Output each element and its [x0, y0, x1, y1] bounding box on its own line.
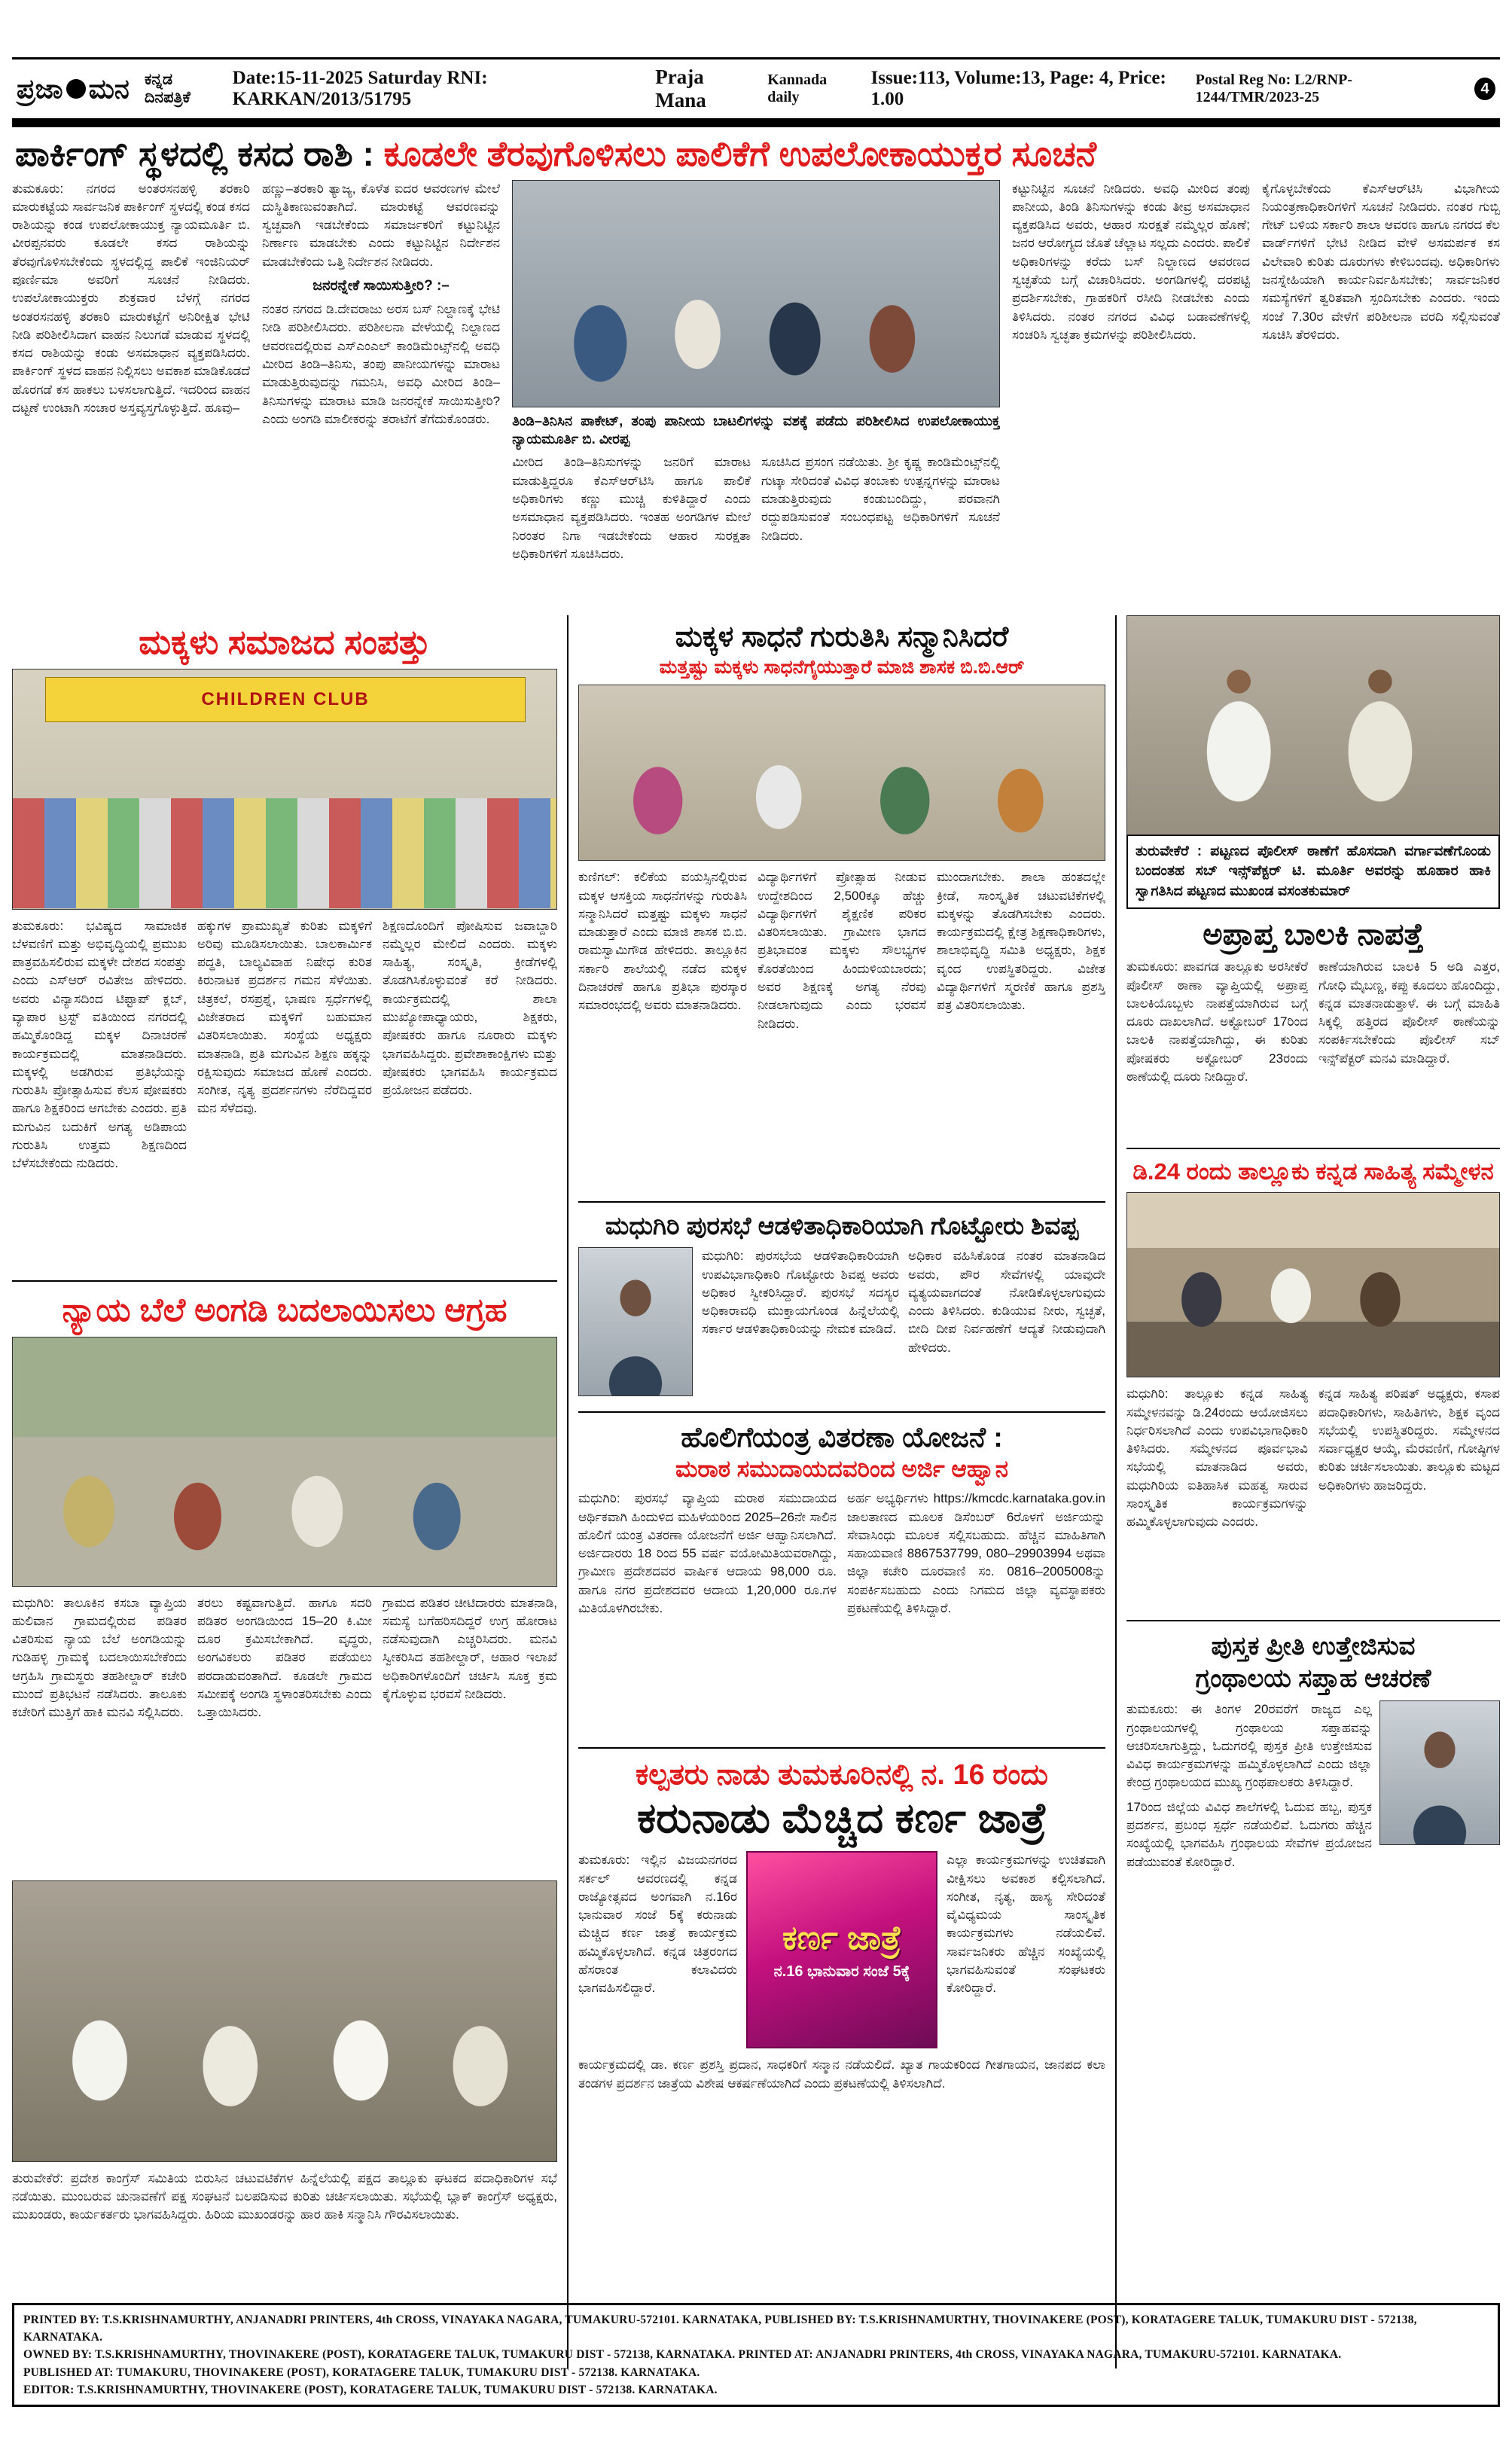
lead-headline [12, 133, 1500, 180]
madhugiri-headline: ಮಧುಗಿರಿ ಪುರಸಭೆ ಆಡಳಿತಾಧಿಕಾರಿಯಾಗಿ ಗೊಟ್ಟೋರು ಶಿವಪ್ಪ [605, 1212, 1079, 1240]
story-column: ಕಟ್ಟುನಿಟ್ಟಿನ ಸೂಚನೆ ನೀಡಿದರು. ಅವಧಿ ಮೀರಿದ ತಂಪು ಪಾನೀಯ, ತಿಂಡಿ ತಿನಿಸುಗಳನ್ನು ಕಂಡು ತೀವ್ರ ಅಸಮಾಧಾನ ವ್ಯಕ್ತಪಡಿಸಿದ ಅವರು, ಆಹಾರ ಸುರಕ್ಷತೆ ನಮ್ಮೆಲ್ಲರ ಹೊಣೆ; ಜನರ ಆರೋಗ್ಯದ ಜೊತೆ ಚೆಲ್ಲಾಟ ಸಲ್ಲದು ಎಂದರು. ಪಾಲಿಕೆ ಅಧಿಕಾರಿಗಳನ್ನು ಕರೆದು ಬಸ್ ನಿಲ್ದಾಣದ ಆವರಣದ ಸ್ವಚ್ಛತೆಯ ಬಗ್ಗೆ ವಿಚಾರಿಸಿದರು. ಅಂಗಡಿಗಳಲ್ಲಿ ದರಪಟ್ಟಿ ಪ್ರದರ್ಶಿಸಬೇಕು, ಗ್ರಾಹಕರಿಗೆ ರಸೀದಿ ನೀಡಬೇಕು ಎಂದು ತಿಳಿಸಿದರು. ನಂತರ ನಗರದ ವಿವಿಧ ಬಡಾವಣೆಗಳಲ್ಲಿ ಸಂಚರಿಸಿ ಸ್ವಚ್ಛತಾ ಕ್ರಮಗಳನ್ನು ಪರಿಶೀಲಿಸಿದರು. [1011, 181, 1250, 342]
masthead-subtitle: ಕನ್ನಡ ದಿನಪತ್ರಿಕೆ [144, 71, 191, 106]
sammelana-headline: ಡಿ.24 ರಂದು ತಾಲ್ಲೂಕು ಕನ್ನಡ ಸಾಹಿತ್ಯ ಸಮ್ಮೇಳನ [1132, 1158, 1494, 1185]
karna-headline: ಕರುನಾಡು ಮೆಚ್ಚಿದ ಕರ್ಣ ಜಾತ್ರೆ [636, 1794, 1047, 1842]
story-column: ತುಮಕೂರು: ನಗರದ ಅಂತರಸನಹಳ್ಳಿ ತರಕಾರಿ ಮಾರುಕಟ್ಟೆಯ ಸಾರ್ವಜನಿಕ ಪಾರ್ಕಿಂಗ್ ಸ್ಥಳದಲ್ಲಿ ಕಂಡ ಕಸದ ರಾಶಿಯನ್ನು ಕಂಡ ಉಪಲೋಕಾಯುಕ್ತ ನ್ಯಾಯಮೂರ್ತಿ ಬಿ. ವೀರಪ್ಪನವರು ಕೂಡಲೇ ಕಸದ ರಾಶಿಯನ್ನು ತೆರವುಗೊಳಿಸಬೇಕೆಂದು ಸ್ಥಳದಲ್ಲಿದ್ದ ಪಾಲಿಕೆ ಇಂಜಿನಿಯರ್ ಪೂರ್ಣಿಮಾ ಅವರಿಗೆ ಸೂಚನೆ ನೀಡಿದರು. ಉಪಲೋಕಾಯುಕ್ತರು ಶುಕ್ರವಾರ ಬೆಳಗ್ಗೆ ನಗರದ ಅಂತರಸನಹಳ್ಳಿ ತರಕಾರಿ ಮಾರುಕಟ್ಟೆಗೆ ಅನಿರೀಕ್ಷಿತ ಭೇಟಿ ನೀಡಿ ಪರಿಶೀಲಿಸಿದಾಗ ವಾಹನ ನಿಲುಗಡೆ ಮಾಡುವ ಸ್ಥಳದಲ್ಲಿ ಕಸದ ರಾಶಿಯನ್ನು ಕಂಡು ಅಸಮಾಧಾನ ವ್ಯಕ್ತಪಡಿಸಿದರು. ಪಾರ್ಕಿಂಗ್ ಸ್ಥಳದ ವಾಹನ ನಿಲ್ಲಿಸಲು ಅವಕಾಶ ಮಾಡಿಕೊಡದೆ ಹೊರಗಡೆ ಕಸ ಹಾಕಲು ಬಳಸಲಾಗುತ್ತಿದೆ. ಇದರಿಂದ ವಾಹನ ದಟ್ಟಣೆ ಉಂಟಾಗಿ ಸಂಚಾರ ಅಸ್ತವ್ಯಸ್ತಗೊಳ್ಳುತ್ತಿದೆ. ಹೂವು– [12, 181, 251, 416]
imprint-line: EDITOR: T.S.KRISHNAMURTHY, THOVINAKERE (POST), KORATAGERE TALUK, TUMAKURU DIST - 572138. KARNATAKA. [23, 2383, 718, 2396]
sanmana-subhead: ಮತ್ತಷ್ಟು ಮಕ್ಕಳು ಸಾಧನೆಗೈಯುತ್ತಾರೆ ಮಾಜಿ ಶಾಸಕ ಬಿ.ಬಿ.ಆರ್ [659, 657, 1025, 679]
sanmana-group-photo [578, 685, 1105, 861]
page-number-badge: 4 [1474, 78, 1495, 100]
story-column: ಗ್ರಾಮದ ಪಡಿತರ ಚೀಟಿದಾರರು ಮಾತನಾಡಿ, ಸಮಸ್ಯೆ ಬಗೆಹರಿಸದಿದ್ದರೆ ಉಗ್ರ ಹೋರಾಟ ನಡೆಸುವುದಾಗಿ ಎಚ್ಚರಿಸಿದರು. ಮನವಿ ಸ್ವೀಕರಿಸಿದ ತಹಶೀಲ್ದಾರ್, ಆಹಾರ ಇಲಾಖೆ ಅಧಿಕಾರಿಗಳೊಂದಿಗೆ ಚರ್ಚಿಸಿ ಸೂಕ್ತ ಕ್ರಮ ಕೈಗೊಳ್ಳುವ ಭರವಸೆ ನೀಡಿದರು. [383, 1595, 557, 1701]
story-column: ಅಧಿಕಾರ ವಹಿಸಿಕೊಂಡ ನಂತರ ಮಾತನಾಡಿದ ಅವರು, ಪೌರ ಸೇವೆಗಳಲ್ಲಿ ಯಾವುದೇ ವ್ಯತ್ಯಯವಾಗದಂತೆ ನೋಡಿಕೊಳ್ಳಲಾಗುವುದು ಎಂದು ತಿಳಿಸಿದರು. ಕುಡಿಯುವ ನೀರು, ಸ್ವಚ್ಛತೆ, ಬೀದಿ ದೀಪ ನಿರ್ವಹಣೆಗೆ ಆದ್ಯತೆ ನೀಡುವುದಾಗಿ ಹೇಳಿದರು. [908, 1249, 1105, 1355]
apraapta-headline: ಅಪ್ರಾಪ್ತ ಬಾಲಕಿ ನಾಪತ್ತೆ [1203, 918, 1424, 952]
story-column: ಮಧುಗಿರಿ: ತಾಲೂಕಿನ ಕಸಬಾ ವ್ಯಾಪ್ತಿಯ ಹುಲಿವಾನ ಗ್ರಾಮದಲ್ಲಿರುವ ಪಡಿತರ ವಿತರಿಸುವ ನ್ಯಾಯ ಬೆಲೆ ಅಂಗಡಿಯನ್ನು ಗುಡಿಹಳ್ಳಿ ಗ್ರಾಮಕ್ಕೆ ಬದಲಾಯಿಸಬೇಕೆಂದು ಆಗ್ರಹಿಸಿ ಗ್ರಾಮಸ್ಥರು ತಹಶೀಲ್ದಾರ್ ಕಚೇರಿ ಮುಂದೆ ಪ್ರತಿಭಟನೆ ನಡೆಸಿದರು. ತಾಲೂಕು ಕಚೇರಿಗೆ ಮುತ್ತಿಗೆ ಹಾಕಿ ಮನವಿ ಸಲ್ಲಿಸಿದರು. [12, 1595, 187, 1720]
newspaper-logo [17, 73, 130, 105]
imprint-line: OWNED BY: T.S.KRISHNAMURTHY, THOVINAKERE (POST), KORATAGERE TALUK, TUMAKURU DIST - 572138, KARNATAKA. PRINTED AT: ANJANADRI PRINTERS, 4th CROSS, VINAYAKA NAGARA, TUMAKURU-572101. KARNATAKA. [23, 2348, 1342, 2362]
masthead-postal-reg: Postal Reg No: L2/RNP-1244/TMR/2023-25 [1195, 72, 1352, 105]
masthead [12, 57, 1500, 115]
section-divider [578, 1747, 1105, 1749]
story-column: ಮುಂದಾಗಬೇಕು. ಶಾಲಾ ಹಂತದಲ್ಲೇ ಕ್ರೀಡೆ, ಸಾಂಸ್ಕೃತಿಕ ಚಟುವಟಿಕೆಗಳಲ್ಲಿ ಮಕ್ಕಳನ್ನು ತೊಡಗಿಸಬೇಕು ಎಂದರು. ಕಾರ್ಯಕ್ರಮದಲ್ಲಿ ಕ್ಷೇತ್ರ ಶಿಕ್ಷಣಾಧಿಕಾರಿಗಳು, ಶಾಲಾಭಿವೃದ್ಧಿ ಸಮಿತಿ ಅಧ್ಯಕ್ಷರು, ಶಿಕ್ಷಕ ವೃಂದ ಉಪಸ್ಥಿತರಿದ್ದರು. ವಿಜೇತ ವಿದ್ಯಾರ್ಥಿಗಳಿಗೆ ಸ್ಮರಣಿಕೆ ಹಾಗೂ ಪ್ರಶಸ್ತಿ ಪತ್ರ ವಿತರಿಸಲಾಯಿತು. [937, 870, 1105, 1013]
story-column: ತರಲು ಕಷ್ಟವಾಗುತ್ತಿದೆ. ಹಾಗೂ ಸದರಿ ಪಡಿತರ ಅಂಗಡಿಯಿಂದ 15–20 ಕಿ.ಮೀ ದೂರ ಕ್ರಮಿಸಬೇಕಾಗಿದೆ. ವೃದ್ಧರು, ಅಂಗವಿಕಲರು ಪಡಿತರ ಪಡೆಯಲು ಪರದಾಡುವಂತಾಗಿದೆ. ಕೂಡಲೇ ಗ್ರಾಮದ ಸಮೀಪಕ್ಕೆ ಅಂಗಡಿ ಸ್ಥಳಾಂತರಿಸಬೇಕು ಎಂದು ಒತ್ತಾಯಿಸಿದರು. [197, 1595, 372, 1720]
lead-headline-black: ಪಾರ್ಕಿಂಗ್ ಸ್ಥಳದಲ್ಲಿ ಕಸದ ರಾಶಿ : [15, 134, 384, 173]
section-divider [578, 1411, 1105, 1413]
pustaka-headline-line1: ಪುಸ್ತಕ ಪ್ರೀತಿ ಉತ್ತೇಜಿಸುವ [1211, 1632, 1416, 1661]
imprint-line: PRINTED BY: T.S.KRISHNAMURTHY, ANJANADRI PRINTERS, 4th CROSS, VINAYAKA NAGARA, TUMAKURU-572101. KARNATAKA, PUBLISHED BY: T.S.KRISHNAMURTHY, THOVINAKERE (POST), KORATAGERE TALUK, TUMAKURU DIST - 572138, KARNATAKA. [23, 2313, 1417, 2344]
children-club-banner: CHILDREN CLUB [45, 677, 525, 722]
congress-text: ತುರುವೇಕೆರೆ: ಪ್ರದೇಶ ಕಾಂಗ್ರೆಸ್ ಸಮಿತಿಯ ಬಿರುಸಿನ ಚಟುವಟಿಕೆಗಳ ಹಿನ್ನೆಲೆಯಲ್ಲಿ ಪಕ್ಷದ ತಾಲ್ಲೂಕು ಘಟಕದ ಪದಾಧಿಕಾರಿಗಳ ಸಭೆ ನಡೆಯಿತು. ಮುಂಬರುವ ಚುನಾವಣೆಗೆ ಪಕ್ಷ ಸಂಘಟನೆ ಬಲಪಡಿಸುವ ಕುರಿತು ಚರ್ಚಿಸಲಾಯಿತು. ಸಭೆಯಲ್ಲಿ ಬ್ಲಾಕ್ ಕಾಂಗ್ರೆಸ್ ಅಧ್ಯಕ್ಷರು, ಮುಖಂಡರು, ಕಾರ್ಯಕರ್ತರು ಭಾಗವಹಿಸಿದ್ದರು. ಹಿರಿಯ ಮುಖಂಡರನ್ನು ಹಾರ ಹಾಕಿ ಸನ್ಮಾನಿಸಿ ಗೌರವಿಸಲಾಯಿತು. [12, 2170, 557, 2222]
story-column [262, 180, 500, 612]
children-group-photo [12, 669, 557, 910]
story-subhead: ಜನರನ್ನೇಕೆ ಸಾಯಿಸುತ್ತೀರಿ? :– [312, 278, 450, 294]
holige-headline-black: ಹೊಲಿಗೆಯಂತ್ರ ವಿತರಣಾ ಯೋಜನೆ : [681, 1422, 1003, 1453]
story-column: ಕನ್ನಡ ಸಾಹಿತ್ಯ ಪರಿಷತ್ ಅಧ್ಯಕ್ಷರು, ಕಸಾಪ ಪದಾಧಿಕಾರಿಗಳು, ಸಾಹಿತಿಗಳು, ಶಿಕ್ಷಕ ವೃಂದ ಸಭೆಯಲ್ಲಿ ಉಪಸ್ಥಿತರಿದ್ದರು. ಸಮ್ಮೇಳನದ ಸರ್ವಾಧ್ಯಕ್ಷರ ಆಯ್ಕೆ, ಮೆರವಣಿಗೆ, ಗೋಷ್ಠಿಗಳ ಕುರಿತು ಚರ್ಚಿಸಲಾಯಿತು. ತಾಲ್ಲೂಕು ಮಟ್ಟದ ಅಧಿಕಾರಿಗಳು ಹಾಜರಿದ್ದರು. [1318, 1386, 1500, 1493]
story-column: 17ರಿಂದ ಜಿಲ್ಲೆಯ ವಿವಿಧ ಶಾಲೆಗಳಲ್ಲಿ ಓದುವ ಹಬ್ಬ, ಪುಸ್ತಕ ಪ್ರದರ್ಶನ, ಪ್ರಬಂಧ ಸ್ಪರ್ಧೆ ನಡೆಯಲಿವೆ. ಓದುಗರು ಹೆಚ್ಚಿನ ಸಂಖ್ಯೆಯಲ್ಲಿ ಭಾಗವಹಿಸಿ ಗ್ರಂಥಾಲಯ ಸೇವೆಗಳ ಪ್ರಯೋಜನ ಪಡೆಯುವಂತೆ ಕೋರಿದ್ದಾರೆ. [1126, 1799, 1372, 1869]
masthead-issue-line: Issue:113, Volume:13, Page: 4, Price: 1.00 [870, 68, 1166, 109]
police-welcome-photo [1126, 615, 1500, 835]
pustaka-headline-line2: ಗ್ರಂಥಾಲಯ ಸಪ್ತಾಹ ಆಚರಣೆ [1195, 1664, 1431, 1693]
karna-kicker: ಕಲ್ಪತರು ನಾಡು ತುಮಕೂರಿನಲ್ಲಿ ನ. 16 ರಂದು [636, 1759, 1048, 1792]
story-column: ಎಲ್ಲಾ ಕಾರ್ಯಕ್ರಮಗಳನ್ನು ಉಚಿತವಾಗಿ ವೀಕ್ಷಿಸಲು ಅವಕಾಶ ಕಲ್ಪಿಸಲಾಗಿದೆ. ಸಂಗೀತ, ನೃತ್ಯ, ಹಾಸ್ಯ ಸೇರಿದಂತೆ ವೈವಿಧ್ಯಮಯ ಸಾಂಸ್ಕೃತಿಕ ಕಾರ್ಯಕ್ರಮಗಳು ನಡೆಯಲಿವೆ. ಸಾರ್ವಜನಿಕರು ಹೆಚ್ಚಿನ ಸಂಖ್ಯೆಯಲ್ಲಿ ಭಾಗವಹಿಸುವಂತೆ ಸಂಘಟಕರು ಕೋರಿದ್ದಾರೆ. [947, 1853, 1105, 1996]
pustaka-story [1126, 1700, 1500, 2024]
nyaya-protest-photo [12, 1337, 557, 1587]
librarian-portrait [1379, 1700, 1500, 1845]
middle-rail [569, 615, 1117, 2368]
story-column: ಮಧುಗಿರಿ: ತಾಲ್ಲೂಕು ಕನ್ನಡ ಸಾಹಿತ್ಯ ಸಮ್ಮೇಳನವನ್ನು ಡಿ.24ರಂದು ಆಯೋಜಿಸಲು ನಿರ್ಧರಿಸಲಾಗಿದೆ ಎಂದು ಉಪವಿಭಾಗಾಧಿಕಾರಿ ತಿಳಿಸಿದರು. ಸಮ್ಮೇಳನದ ಪೂರ್ವಭಾವಿ ಸಭೆಯಲ್ಲಿ ಮಾತನಾಡಿದ ಅವರು, ಮಧುಗಿರಿಯ ಐತಿಹಾಸಿಕ ಮಹತ್ವ ಸಾರುವ ಸಾಂಸ್ಕೃತಿಕ ಕಾರ್ಯಕ್ರಮಗಳನ್ನು ಹಮ್ಮಿಕೊಳ್ಳಲಾಗುವುದು ಎಂದರು. [1126, 1386, 1308, 1530]
story-column: ತುಮಕೂರು: ಭವಿಷ್ಯದ ಸಾಮಾಜಿಕ ಬೆಳವಣಿಗೆ ಮತ್ತು ಅಭಿವೃದ್ಧಿಯಲ್ಲಿ ಪ್ರಮುಖ ಪಾತ್ರವಹಿಸಲಿರುವ ಮಕ್ಕಳೇ ದೇಶದ ಸಂಪತ್ತು ಎಂದು ಎಸ್‌ಆರ್ ರವಿತೇಜ ಹೇಳಿದರು. ಅವರು ವಿನ್ಯಾಸದಿಂದ ಟಿಪ್ಟಾಪ್ ಕ್ಲಬ್, ವ್ಯಾಪಾರ ಟ್ರಸ್ಟ್ ವತಿಯಿಂದ ನಗರದಲ್ಲಿ ಹಮ್ಮಿಕೊಂಡಿದ್ದ ಮಕ್ಕಳ ದಿನಾಚರಣೆ ಕಾರ್ಯಕ್ರಮದಲ್ಲಿ ಮಾತನಾಡಿದರು. ಮಕ್ಕಳಲ್ಲಿ ಅಡಗಿರುವ ಪ್ರತಿಭೆಯನ್ನು ಗುರುತಿಸಿ ಪ್ರೋತ್ಸಾಹಿಸುವ ಕೆಲಸ ಪೋಷಕರು ಹಾಗೂ ಶಿಕ್ಷಕರಿಂದ ಆಗಬೇಕು ಎಂದರು. ಪ್ರತಿ ಮಗುವಿನ ಬದುಕಿಗೆ ಅಗತ್ಯ ಅಡಿಪಾಯ ಗುರುತಿಸಿ ಉತ್ತಮ ಶಿಕ್ಷಣದಿಂದ ಬೆಳೆಸಬೇಕೆಂದು ನುಡಿದರು. [12, 918, 187, 1171]
story-column: ತುಮಕೂರು: ಪಾವಗಡ ತಾಲ್ಲೂಕು ಅರಸೀಕೆರೆ ಪೊಲೀಸ್ ಠಾಣಾ ವ್ಯಾಪ್ತಿಯಲ್ಲಿ ಅಪ್ರಾಪ್ತ ಬಾಲಕಿಯೊಬ್ಬಳು ನಾಪತ್ತೆಯಾಗಿರುವ ಬಗ್ಗೆ ದೂರು ದಾಖಲಾಗಿದೆ. ಅಕ್ಟೋಬರ್ 17ರಿಂದ ಬಾಲಕಿ ನಾಪತ್ತೆಯಾಗಿದ್ದು, ಈ ಕುರಿತು ಪೋಷಕರು ಅಕ್ಟೋಬರ್ 23ರಂದು ಠಾಣೆಯಲ್ಲಿ ದೂರು ನೀಡಿದ್ದಾರೆ. [1126, 959, 1308, 1084]
logo-text-left: ಪ್ರಜಾ [17, 72, 63, 104]
story-column: ಹಕ್ಕುಗಳ ಪ್ರಾಮುಖ್ಯತೆ ಕುರಿತು ಮಕ್ಕಳಿಗೆ ಅರಿವು ಮೂಡಿಸಲಾಯಿತು. ಬಾಲಕಾರ್ಮಿಕ ಪದ್ಧತಿ, ಬಾಲ್ಯವಿವಾಹ ನಿಷೇಧ ಕುರಿತ ಕಿರುನಾಟಕ ಪ್ರದರ್ಶನ ಗಮನ ಸೆಳೆಯಿತು. ಚಿತ್ರಕಲೆ, ರಸಪ್ರಶ್ನೆ, ಭಾಷಣ ಸ್ಪರ್ಧೆಗಳಲ್ಲಿ ವಿಜೇತರಾದ ಮಕ್ಕಳಿಗೆ ಬಹುಮಾನ ವಿತರಿಸಲಾಯಿತು. ಸಂಸ್ಥೆಯ ಅಧ್ಯಕ್ಷರು ಮಾತನಾಡಿ, ಪ್ರತಿ ಮಗುವಿನ ಶಿಕ್ಷಣ ಹಕ್ಕನ್ನು ರಕ್ಷಿಸುವುದು ಸಮಾಜದ ಹೊಣೆ ಎಂದರು. ಸಂಗೀತ, ನೃತ್ಯ ಪ್ರದರ್ಶನಗಳು ನೆರೆದಿದ್ದವರ ಮನ ಸೆಳೆದವು. [197, 918, 372, 1116]
section-divider [578, 1201, 1105, 1203]
story-text: ಹಣ್ಣು–ತರಕಾರಿ ತ್ಯಾಜ್ಯ, ಕೊಳೆತ ಐದರ ಆವರಣಗಳ ಮೇಲೆ ದುಸ್ಥಿತಿಕಾಣುವಂತಾಗಿದೆ. ಮಾರುಕಟ್ಟೆ ಆವರಣವನ್ನು ಸ್ವಚ್ಛವಾಗಿ ಇಡಬೇಕೆಂದು ಸಮಾರ್ಜಕರಿಗೆ ಕಟ್ಟುನಿಟ್ಟಿನ ನಿರ್ಣಾಣ ಮಾಡಬೇಕು ಎಂದು ಕಟ್ಟುನಿಟ್ಟಿನ ನಿರ್ದೇಶನ ಮಾಡಬೇಕೆಂದು ಒತ್ತಿ ನಿರ್ದೇಶನ ನೀಡಿದರು. [262, 181, 501, 269]
karna-jatre-poster [746, 1851, 937, 2048]
children-headline: ಮಕ್ಕಳು ಸಮಾಜದ ಸಂಪತ್ತು [139, 622, 431, 661]
masthead-english-name: Praja Mana [655, 66, 706, 111]
story-text: ನಂತರ ನಗರದ ಡಿ.ದೇವರಾಜು ಅರಸ ಬಸ್ ನಿಲ್ದಾಣಕ್ಕೆ ಭೇಟಿ ನೀಡಿ ಪರಿಶೀಲಿಸಿದರು. ಪರಿಶೀಲನಾ ವೇಳೆಯಲ್ಲಿ ನಿಲ್ದಾಣದ ಆವರಣದಲ್ಲಿರುವ ಎಸ್‌ಎಂಎಲ್ ಕಾಂಡಿಮೆಂಟ್ಸ್‌ನಲ್ಲಿ ಅವಧಿ ಮೀರಿದ ತಿಂಡಿ–ತಿನಿಸು, ತಂಪು ಪಾನೀಯಗಳನ್ನು ಮಾರಾಟ ಮಾಡುತ್ತಿರುವುದನ್ನು ಗಮನಿಸಿ, ಅವಧಿ ಮೀರಿದ ತಿಂಡಿ–ತಿನಿಸುಗಳನ್ನು ಮಾರಾಟ ಮಾಡಿ ಜನರನ್ನೇಕೆ ಸಾಯಿಸುತ್ತೀರಿ? ಎಂದು ಅಂಗಡಿ ಮಾಲೀಕರನ್ನು ತರಾಟೆಗೆ ತೆಗೆದುಕೊಂಡರು. [262, 302, 501, 426]
story-column: ಸೂಚಿಸಿದ ಪ್ರಸಂಗ ನಡೆಯಿತು. ಶ್ರೀ ಕೃಷ್ಣ ಕಾಂಡಿಮೆಂಟ್ಸ್‌ನಲ್ಲಿ ಗುಟ್ಕಾ ಸೇರಿದಂತೆ ವಿವಿಧ ತಂಬಾಕು ಉತ್ಪನ್ನಗಳನ್ನು ಮಾರಾಟ ಮಾಡುತ್ತಿರುವುದು ಕಂಡುಬಂದಿದ್ದು, ಪರವಾನಗಿ ರದ್ದುಪಡಿಸುವಂತೆ ಸಂಬಂಧಪಟ್ಟ ಅಧಿಕಾರಿಗಳಿಗೆ ಸೂಚನೆ ನೀಡಿದರು. [761, 455, 1000, 543]
pustaka-headline [1126, 1630, 1500, 1694]
poster-title: ಕರ್ಣ ಜಾತ್ರೆ [782, 1919, 902, 1957]
lead-photo [512, 180, 1000, 407]
lead-story [12, 180, 1500, 612]
logo-text-right: ಮನ [88, 72, 130, 104]
section-divider [1126, 1148, 1500, 1149]
imprint-line: PUBLISHED AT: TUMAKURU, THOVINAKERE (POST), KORATAGERE TALUK, TUMAKURU DIST - 572138. KARNATAKA. [23, 2365, 700, 2379]
story-column: ಮಧುಗಿರಿ: ಪುರಸಭೆಯ ಆಡಳಿತಾಧಿಕಾರಿಯಾಗಿ ಉಪವಿಭಾಗಾಧಿಕಾರಿ ಗೊಟ್ಟೋರು ಶಿವಪ್ಪ ಅವರು ಅಧಿಕಾರ ಸ್ವೀಕರಿಸಿದ್ದಾರೆ. ಪುರಸಭೆ ಸದಸ್ಯರ ಅಧಿಕಾರಾವಧಿ ಮುಕ್ತಾಯಗೊಂಡ ಹಿನ್ನೆಲೆಯಲ್ಲಿ ಸರ್ಕಾರ ಆಡಳಿತಾಧಿಕಾರಿಯನ್ನು ನೇಮಕ ಮಾಡಿದೆ. [702, 1249, 899, 1337]
story-column: ತುಮಕೂರು: ಇಲ್ಲಿನ ವಿಜಯನಗರದ ಸರ್ಕಲ್ ಆವರಣದಲ್ಲಿ ಕನ್ನಡ ರಾಜ್ಯೋತ್ಸವದ ಅಂಗವಾಗಿ ನ.16ರ ಭಾನುವಾರ ಸಂಜೆ 5ಕ್ಕೆ ಕರುನಾಡು ಮೆಚ್ಚಿದ ಕರ್ಣ ಜಾತ್ರೆ ಕಾರ್ಯಕ್ರಮ ಹಮ್ಮಿಕೊಳ್ಳಲಾಗಿದೆ. ಕನ್ನಡ ಚಿತ್ರರಂಗದ ಹೆಸರಾಂತ ಕಲಾವಿದರು ಭಾಗವಹಿಸಲಿದ್ದಾರೆ. [578, 1853, 737, 1996]
story-column: ಕಾಣೆಯಾಗಿರುವ ಬಾಲಕಿ 5 ಅಡಿ ಎತ್ತರ, ಗೋಧಿ ಮೈಬಣ್ಣ, ಕಪ್ಪು ಕೂದಲು ಹೊಂದಿದ್ದು, ಕನ್ನಡ ಮಾತನಾಡುತ್ತಾಳೆ. ಈ ಬಗ್ಗೆ ಮಾಹಿತಿ ಸಿಕ್ಕಲ್ಲಿ ಹತ್ತಿರದ ಪೊಲೀಸ್ ಠಾಣೆಯನ್ನು ಸಂಪರ್ಕಿಸಬೇಕೆಂದು ಪೊಲೀಸ್ ಸಬ್ ಇನ್ಸ್‌ಪೆಕ್ಟರ್ ಮನವಿ ಮಾಡಿದ್ದಾರೆ. [1318, 959, 1500, 1066]
poster-subtitle: ನ.16 ಭಾನುವಾರ ಸಂಜೆ 5ಕ್ಕೆ [773, 1963, 910, 1980]
lead-photo-caption: ತಿಂಡಿ–ತಿನಿಸಿನ ಪಾಕೇಟ್, ತಂಪು ಪಾನೀಯ ಬಾಟಲಿಗಳನ್ನು ವಶಕ್ಕೆ ಪಡೆದು ಪರಿಶೀಲಿಸಿದ ಉಪಲೋಕಾಯುಕ್ತ ನ್ಯಾಯಮೂರ್ತಿ ಬಿ. ವೀರಪ್ಪ [512, 412, 1000, 447]
story-column: ತುಮಕೂರು: ಈ ತಿಂಗಳ 20ರವರೆಗೆ ರಾಜ್ಯದ ಎಲ್ಲ ಗ್ರಂಥಾಲಯಗಳಲ್ಲಿ ಗ್ರಂಥಾಲಯ ಸಪ್ತಾಹವನ್ನು ಆಚರಿಸಲಾಗುತ್ತಿದ್ದು, ಓದುಗರಲ್ಲಿ ಪುಸ್ತಕ ಪ್ರೀತಿ ಉತ್ತೇಜಿಸುವ ವಿವಿಧ ಕಾರ್ಯಕ್ರಮಗಳನ್ನು ಹಮ್ಮಿಕೊಳ್ಳಲಾಗಿದೆ ಎಂದು ಜಿಲ್ಲಾ ಕೇಂದ್ರ ಗ್ರಂಥಾಲಯದ ಮುಖ್ಯ ಗ್ರಂಥಪಾಲಕರು ತಿಳಿಸಿದ್ದಾರೆ. [1126, 1702, 1372, 1790]
holige-headline-red: ಮರಾಠ ಸಮುದಾಯದವರಿಂದ ಅರ್ಜಿ ಆಹ್ವಾನ [675, 1456, 1009, 1483]
story-column: ಶಿಕ್ಷಣದೊಂದಿಗೆ ಪೋಷಿಸುವ ಜವಾಬ್ದಾರಿ ನಮ್ಮೆಲ್ಲರ ಮೇಲಿದೆ ಎಂದರು. ಮಕ್ಕಳು ಸಾಹಿತ್ಯ, ಸಂಸ್ಕೃತಿ, ಕ್ರೀಡೆಗಳಲ್ಲಿ ತೊಡಗಿಸಿಕೊಳ್ಳುವಂತೆ ಕರೆ ನೀಡಿದರು. ಕಾರ್ಯಕ್ರಮದಲ್ಲಿ ಶಾಲಾ ಮುಖ್ಯೋಪಾಧ್ಯಾಯರು, ಶಿಕ್ಷಕರು, ಪೋಷಕರು ಹಾಗೂ ನೂರಾರು ಮಕ್ಕಳು ಭಾಗವಹಿಸಿದ್ದರು. ಪ್ರವೇಶಾಕಾಂಕ್ಷಿಗಳು ಮತ್ತು ಪೋಷಕರು ಭಾಗವಹಿಸಿ ಕಾರ್ಯಕ್ರಮದ ಪ್ರಯೋಜನ ಪಡೆದರು. [383, 918, 557, 1098]
story-column: ಕಾರ್ಯಕ್ರಮದಲ್ಲಿ ಡಾ. ಕರ್ಣ ಪ್ರಶಸ್ತಿ ಪ್ರದಾನ, ಸಾಧಕರಿಗೆ ಸನ್ಮಾನ ನಡೆಯಲಿದೆ. ಖ್ಯಾತ ಗಾಯಕರಿಂದ ಗೀತಗಾಯನ, ಜಾನಪದ ಕಲಾ ತಂಡಗಳ ಪ್ರದರ್ಶನ ಜಾತ್ರೆಯ ವಿಶೇಷ ಆಕರ್ಷಣೆಯಾಗಿದೆ ಎಂದು ಪ್ರಕಟಣೆಯಲ್ಲಿ ತಿಳಿಸಲಾಗಿದೆ. [578, 2057, 1105, 2091]
lead-headline-red: ಕೂಡಲೇ ತೆರವುಗೊಳಿಸಲು ಪಾಲಿಕೆಗೆ ಉಪಲೋಕಾಯುಕ್ತರ ಸೂಚನೆ [383, 134, 1097, 173]
main-grid [12, 615, 1500, 2368]
right-rail [1117, 615, 1500, 2368]
nyaya-headline: ನ್ಯಾಯ ಬೆಲೆ ಅಂಗಡಿ ಬದಲಾಯಿಸಲು ಆಗ್ರಹ [62, 1292, 508, 1328]
story-column: ವಿದ್ಯಾರ್ಥಿಗಳಿಗೆ ಪ್ರೋತ್ಸಾಹ ನೀಡುವ ಉದ್ದೇಶದಿಂದ 2,500ಕ್ಕೂ ಹೆಚ್ಚು ವಿದ್ಯಾರ್ಥಿಗಳಿಗೆ ಶೈಕ್ಷಣಿಕ ಪರಿಕರ ವಿತರಿಸಲಾಯಿತು. ಗ್ರಾಮೀಣ ಭಾಗದ ಪ್ರತಿಭಾವಂತ ಮಕ್ಕಳು ಸೌಲಭ್ಯಗಳ ಕೊರತೆಯಿಂದ ಹಿಂದುಳಿಯಬಾರದು; ಅವರ ಶಿಕ್ಷಣಕ್ಕೆ ಅಗತ್ಯ ನೆರವು ನೀಡಲಾಗುವುದು ಎಂದು ಭರವಸೆ ನೀಡಿದರು. [758, 870, 926, 1031]
madhugiri-officer-portrait [578, 1247, 693, 1396]
section-divider [12, 1280, 557, 1282]
story-column: ಅರ್ಹ ಅಭ್ಯರ್ಥಿಗಳು https://kmcdc.karnataka.gov.in ಜಾಲತಾಣದ ಮೂಲಕ ಡಿಸೆಂಬರ್ 6ರೊಳಗೆ ಅರ್ಜಿಯನ್ನು ಸೇವಾಸಿಂಧು ಮೂಲಕ ಸಲ್ಲಿಸಬಹುದು. ಹೆಚ್ಚಿನ ಮಾಹಿತಿಗಾಗಿ ಸಹಾಯವಾಣಿ 8867537799, 080–29903994 ಅಥವಾ ಜಿಲ್ಲಾ ಕಚೇರಿ ದೂರವಾಣಿ ಸಂ. 0816–2005008ನ್ನು ಸಂಪರ್ಕಿಸಬಹುದು ಎಂದು ನಿಗಮದ ಜಿಲ್ಲಾ ವ್ಯವಸ್ಥಾಪಕರು ಪ್ರಕಟಣೆಯಲ್ಲಿ ತಿಳಿಸಿದ್ದಾರೆ. [847, 1491, 1105, 1615]
section-divider [1126, 1620, 1500, 1621]
story-column: ಕುಣಿಗಲ್: ಕಲಿಕೆಯ ವಯಸ್ಸಿನಲ್ಲಿರುವ ಮಕ್ಕಳ ಆಸಕ್ತಿಯ ಸಾಧನೆಗಳನ್ನು ಗುರುತಿಸಿ ಸನ್ಮಾನಿಸಿದರೆ ಮತ್ತಷ್ಟು ಮಕ್ಕಳು ಸಾಧನೆ ಮಾಡುತ್ತಾರೆ ಎಂದು ಮಾಜಿ ಶಾಸಕ ಬಿ.ಬಿ. ರಾಮಸ್ವಾಮಿಗೌಡ ಹೇಳಿದರು. ತಾಲ್ಲೂಕಿನ ಸರ್ಕಾರಿ ಶಾಲೆಯಲ್ಲಿ ನಡೆದ ಮಕ್ಕಳ ದಿನಾಚರಣೆ ಹಾಗೂ ಪ್ರತಿಭಾ ಪುರಸ್ಕಾರ ಸಮಾರಂಭದಲ್ಲಿ ಅವರು ಮಾತನಾಡಿದರು. [578, 870, 747, 1013]
masthead-rule [12, 118, 1500, 127]
story-column: ಮಧುಗಿರಿ: ಪುರಸಭೆ ವ್ಯಾಪ್ತಿಯ ಮರಾಠ ಸಮುದಾಯದ ಆರ್ಥಿಕವಾಗಿ ಹಿಂದುಳಿದ ಮಹಿಳೆಯರಿಂದ 2025–26ನೇ ಸಾಲಿನ ಹೊಲಿಗೆ ಯಂತ್ರ ವಿತರಣಾ ಯೋಜನೆಗೆ ಅರ್ಜಿ ಆಹ್ವಾನಿಸಲಾಗಿದೆ. ಅರ್ಜಿದಾರರು 18 ರಿಂದ 55 ವರ್ಷ ವಯೋಮಿತಿಯವರಾಗಿದ್ದು, ಗ್ರಾಮೀಣ ಪ್ರದೇಶದವರ ವಾರ್ಷಿಕ ಆದಾಯ 98,000 ರೂ. ಹಾಗೂ ನಗರ ಪ್ರದೇಶದವರ ಆದಾಯ 1,20,000 ರೂ.ಗಳ ಮಿತಿಯೊಳಗಿರಬೇಕು. [578, 1491, 837, 1615]
story-column: ಕೈಗೊಳ್ಳಬೇಕೆಂದು ಕೆಎಸ್‌ಆರ್‌ಟಿಸಿ ವಿಭಾಗೀಯ ನಿಯಂತ್ರಣಾಧಿಕಾರಿಗಳಿಗೆ ಸೂಚನೆ ನೀಡಿದರು. ನಂತರ ಗುಬ್ಬಿ ಗೇಟ್ ಬಳಿಯ ಸರ್ಕಾರಿ ಶಾಲಾ ಆವರಣ ಹಾಗೂ ನಗರದ ಕೆಲ ವಾರ್ಡ್‌ಗಳಿಗೆ ಭೇಟಿ ನೀಡಿದ ವೇಳೆ ಅಸಮರ್ಪಕ ಕಸ ವಿಲೇವಾರಿ ಕುರಿತು ದೂರುಗಳು ಕೇಳಿಬಂದವು. ಅಧಿಕಾರಿಗಳು ಜನಸ್ನೇಹಿಯಾಗಿ ಕಾರ್ಯನಿರ್ವಹಿಸಬೇಕು; ಸಾರ್ವಜನಿಕರ ಸಮಸ್ಯೆಗಳಿಗೆ ತ್ವರಿತವಾಗಿ ಸ್ಪಂದಿಸಬೇಕು ಎಂದರು. ಇಂದು ಸಂಜೆ 7.30ರ ವೇಳೆಗೆ ಪರಿಶೀಲನಾ ವರದಿ ಸಲ್ಲಿಸುವಂತೆ ಸೂಚಿಸಿ ತೆರಳಿದರು. [1261, 181, 1500, 342]
left-rail [12, 615, 569, 2368]
logo-emblem-icon [66, 79, 86, 99]
sanmana-headline: ಮಕ್ಕಳ ಸಾಧನೆ ಗುರುತಿಸಿ ಸನ್ಮಾನಿಸಿದರೆ [675, 621, 1009, 653]
story-column: ಮೀರಿದ ತಿಂಡಿ–ತಿನಿಸುಗಳನ್ನು ಜನರಿಗೆ ಮಾರಾಟ ಮಾಡುತ್ತಿದ್ದರೂ ಕೆಎಸ್‌ಆರ್‌ಟಿಸಿ ಹಾಗೂ ಪಾಲಿಕೆ ಅಧಿಕಾರಿಗಳು ಕಣ್ಣು ಮುಚ್ಚಿ ಕುಳಿತಿದ್ದಾರೆ ಎಂದು ಅಸಮಾಧಾನ ವ್ಯಕ್ತಪಡಿಸಿದರು. ಇಂತಹ ಅಂಗಡಿಗಳ ಮೇಲೆ ನಿರಂತರ ನಿಗಾ ಇಡಬೇಕೆಂದು ಆಹಾರ ಸುರಕ್ಷತಾ ಅಧಿಕಾರಿಗಳಿಗೆ ಸೂಚಿಸಿದರು. [512, 455, 751, 561]
congress-meeting-photo [12, 1880, 557, 2162]
police-photo-caption: ತುರುವೇಕೆರೆ : ಪಟ್ಟಣದ ಪೊಲೀಸ್ ಠಾಣೆಗೆ ಹೊಸದಾಗಿ ವರ್ಗಾವಣೆಗೊಂಡು ಬಂದಂತಹ ಸಬ್ ಇನ್ಸ್‌ಪೆಕ್ಟರ್ ಟಿ. ಮೂರ್ತಿ ಅವರನ್ನು ಹೂಹಾರ ಹಾಕಿ ಸ್ವಾಗತಿಸಿದ ಪಟ್ಟಣದ ಮುಖಂಡ ವಸಂತಕುಮಾರ್ [1126, 834, 1500, 910]
imprint-box [12, 2303, 1500, 2407]
lead-center-block [512, 180, 1000, 612]
masthead-date-rni: Date:15-11-2025 Saturday RNI: KARKAN/2013/51795 [232, 68, 488, 109]
sammelana-meeting-photo [1126, 1192, 1500, 1377]
masthead-daily-label: Kannada daily [767, 72, 828, 105]
